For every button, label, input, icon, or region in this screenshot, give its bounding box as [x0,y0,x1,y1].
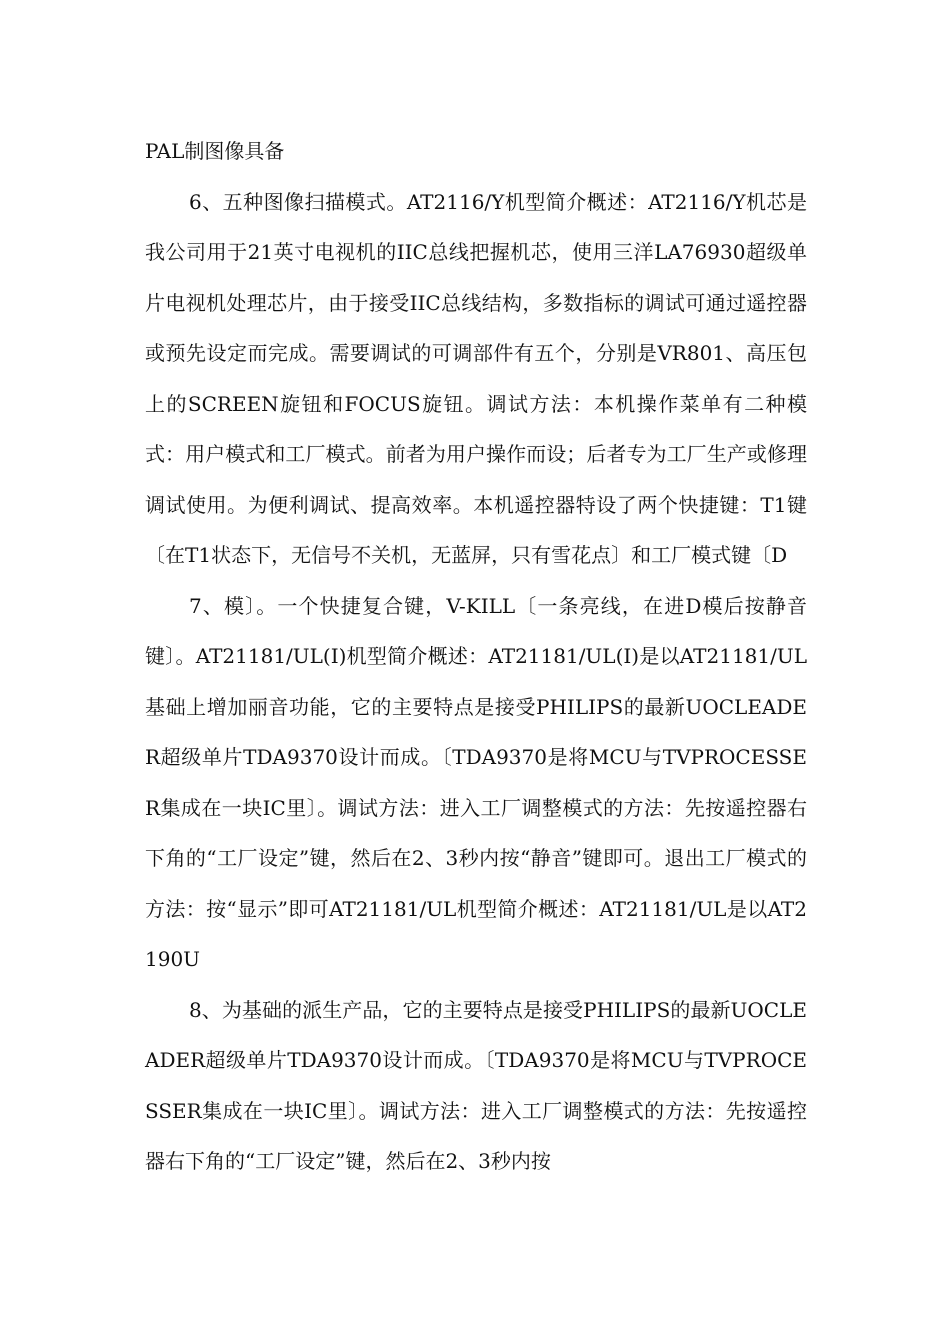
paragraph-continuation: PAL制图像具备 [145,139,285,163]
paragraph-item-6: 6、五种图像扫描模式。AT2116/Y机型简介概述：AT2116/Y机芯是我公司用于21英寸电视机的IIC总线把握机芯，使用三洋LA76930超级单片电视机处理芯片，由于接受IIC总线结构，多数指标的调试可通过遥控器或预先设定而完成。需要调试的可调部件有五个，分别是VR801、高压包上的SCREEN旋钮和FOCUS旋钮。调试方法：本机操作菜单有二种模式：用户模式和工厂模式。前者为用户操作而设；后者专为工厂生产或修理调试使用。为便利调试、提高效率。本机遥控器特设了两个快捷键：T1键〔在T1状态下，无信号不关机，无蓝屏，只有雪花点〕和工厂模式键〔D [145,189,807,567]
paragraph-item-8: 8、为基础的派生产品，它的主要特点是接受PHILIPS的最新UOCLEADER超级单片TDA9370设计而成。〔TDA9370是将MCU与TVPROCESSER集成在一块IC里〕。调试方法：进入工厂调整模式的方法：先按遥控器右下角的“工厂设定”键，然后在2、3秒内按 [145,997,807,1173]
document-body [145,126,807,1187]
paragraph-item-7: 7、模〕。一个快捷复合键，V-KILL〔一条亮线，在进D模后按静音键〕。AT21181/UL(I)机型简介概述：AT21181/UL(I)是以AT21181/UL基础上增加丽音功能，它的主要特点是接受PHILIPS的最新UOCLEADER超级单片TDA9370设计而成。〔TDA9370是将MCU与TVPROCESSER集成在一块IC里〕。调试方法：进入工厂调整模式的方法：先按遥控器右下角的“工厂设定”键，然后在2、3秒内按“静音”键即可。退出工厂模式的方法：按“显示”即可AT21181/UL机型简介概述：AT21181/UL是以AT2190U [145,593,807,971]
